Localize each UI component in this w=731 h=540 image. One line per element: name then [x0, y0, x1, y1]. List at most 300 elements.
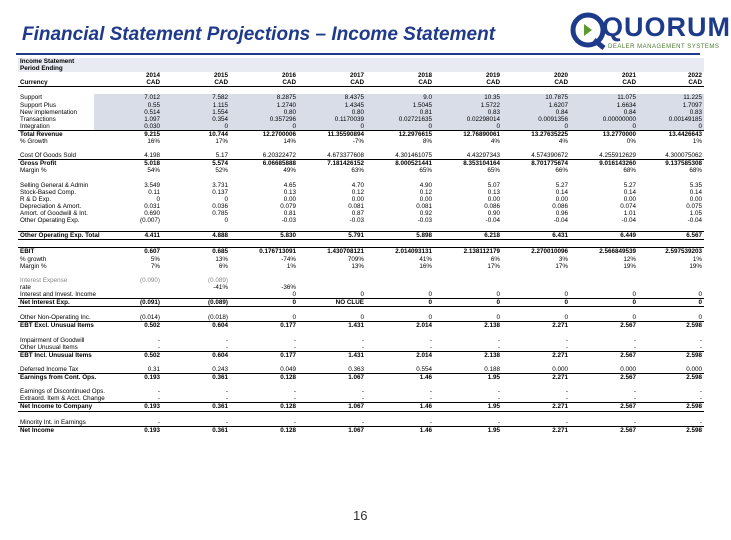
table-cell — [434, 58, 502, 65]
table-cell: 0 — [230, 123, 298, 131]
table-cell: -0.03 — [349, 217, 364, 225]
table-cell: 0.00 — [555, 195, 568, 203]
table-cell: 0.84 — [502, 109, 570, 116]
table-row — [18, 307, 704, 315]
table-cell: - — [497, 418, 500, 426]
table-cell — [298, 175, 366, 182]
table-cell: (0.089) — [162, 299, 230, 307]
table-cell: 0.354 — [162, 116, 230, 123]
row-label: Cost Of Goods Sold — [20, 152, 76, 160]
table-cell: 2.014093131 — [366, 248, 434, 256]
table-cell: 0.361 — [162, 426, 230, 434]
table-cell: - — [429, 388, 432, 396]
table-cell: 1.95 — [434, 374, 502, 382]
table-cell: 2014 — [145, 72, 160, 80]
table-cell: 1.95 — [434, 426, 502, 434]
table-cell — [230, 65, 298, 72]
table-cell: 5.27 — [623, 181, 636, 189]
table-cell: 12.2976615 — [366, 130, 434, 138]
table-cell: 5.898 — [366, 232, 434, 240]
row-label — [18, 307, 94, 315]
row-label: Selling General & Admin — [20, 181, 89, 189]
table-cell: 0.785 — [212, 209, 228, 217]
table-cell: 17% — [555, 262, 568, 270]
table-cell: 0.086 — [484, 202, 500, 210]
table-cell: 0.96 — [555, 209, 568, 217]
table-cell — [366, 307, 434, 315]
table-cell: 0 — [366, 299, 434, 307]
table-cell: 0 — [162, 123, 230, 131]
table-cell: 2.271 — [502, 322, 570, 330]
table-row — [18, 102, 704, 109]
table-cell: 6.431 — [502, 232, 570, 240]
row-label: rate — [20, 283, 31, 291]
table-cell — [298, 284, 366, 291]
table-row — [18, 210, 704, 217]
table-cell — [502, 145, 570, 152]
table-cell: 9.016143260 — [570, 160, 638, 168]
table-cell — [638, 224, 704, 232]
table-cell: 10.7875 — [502, 94, 570, 101]
table-cell: 7.012 — [94, 94, 162, 101]
table-cell: 13.4426643 — [638, 130, 704, 138]
quorum-logo — [568, 10, 731, 54]
table-cell: 0 — [428, 314, 432, 322]
row-label: Integration — [20, 122, 50, 130]
table-cell — [298, 270, 366, 277]
table-cell — [366, 58, 434, 65]
table-cell — [638, 284, 704, 291]
row-label: Margin % — [20, 262, 47, 270]
table-cell: 2018 — [417, 72, 432, 80]
table-cell: 0.14 — [689, 188, 702, 196]
table-cell: - — [633, 343, 636, 351]
table-cell: 0.514 — [94, 109, 162, 116]
table-cell: CAD — [366, 79, 434, 87]
row-label: Net Interest Exp. — [18, 299, 94, 307]
table-cell: 0.188 — [484, 365, 500, 373]
table-cell: 41% — [419, 255, 432, 263]
table-cell — [570, 175, 638, 182]
table-cell: CAD — [570, 79, 638, 87]
table-cell: -41% — [213, 283, 228, 291]
table-cell: 1.05 — [689, 209, 702, 217]
table-cell: 3.549 — [144, 181, 160, 189]
table-cell: 7.181426152 — [298, 160, 366, 168]
table-cell: 17% — [215, 138, 228, 146]
table-cell — [570, 411, 638, 419]
row-label: New implementation — [20, 108, 78, 116]
table-cell — [638, 65, 704, 72]
table-cell: 8.701775674 — [502, 160, 570, 168]
row-label: Stock-Based Comp. — [20, 188, 76, 196]
table-cell: 1.431 — [298, 322, 366, 330]
table-cell — [638, 277, 704, 284]
table-cell: 1.6634 — [570, 102, 638, 109]
table-cell — [434, 411, 502, 419]
table-cell: 0.14 — [555, 188, 568, 196]
table-cell — [502, 307, 570, 315]
table-cell: 0.554 — [416, 365, 432, 373]
row-label: Other Operating Exp. — [20, 217, 80, 225]
table-cell: CAD — [230, 79, 298, 87]
table-cell — [230, 359, 298, 366]
table-cell: 0 — [502, 123, 570, 131]
row-label: Support — [20, 94, 43, 102]
table-cell: 52% — [215, 167, 228, 175]
table-cell — [162, 145, 230, 152]
table-cell — [502, 359, 570, 366]
table-cell: 5.35 — [689, 181, 702, 189]
table-cell: 63% — [351, 167, 364, 175]
table-row — [18, 94, 704, 101]
table-cell — [434, 359, 502, 366]
table-cell: 2.138112179 — [434, 248, 502, 256]
table-cell: - — [157, 343, 160, 351]
table-cell — [94, 291, 162, 299]
row-label — [18, 411, 94, 419]
table-cell: 2.014 — [366, 351, 434, 359]
table-cell: 0.00 — [283, 195, 296, 203]
table-row — [18, 314, 704, 322]
table-cell: 0.079 — [280, 202, 296, 210]
table-cell: 17% — [487, 262, 500, 270]
table-cell: 2.014 — [366, 322, 434, 330]
table-cell — [434, 270, 502, 277]
table-cell: 0.128 — [230, 426, 298, 434]
table-cell — [162, 240, 230, 248]
table-cell — [230, 240, 298, 248]
table-cell: 4.411 — [94, 232, 162, 240]
table-cell: 0.502 — [94, 351, 162, 359]
table-row — [18, 116, 704, 123]
table-cell — [298, 307, 366, 315]
table-cell: 1.554 — [162, 109, 230, 116]
table-cell: 11.075 — [570, 94, 638, 101]
table-cell: -0.03 — [417, 217, 432, 225]
table-row — [18, 130, 704, 138]
table-row — [18, 299, 704, 307]
row-label: Interest Expense — [20, 276, 68, 284]
table-cell: 4.70 — [351, 181, 364, 189]
table-cell: (0.090) — [140, 276, 160, 284]
row-label: Net Income to Company — [20, 403, 93, 411]
table-cell: 4.888 — [162, 232, 230, 240]
table-row — [18, 196, 704, 203]
table-cell: 0.92 — [419, 209, 432, 217]
table-cell: 0.00 — [689, 195, 702, 203]
table-cell: 0 — [564, 314, 568, 322]
table-cell: 0.14 — [623, 188, 636, 196]
row-label: % Growth — [20, 138, 48, 146]
table-cell — [502, 65, 570, 72]
table-cell: - — [699, 343, 702, 351]
table-cell: 0 — [698, 291, 702, 298]
table-cell: - — [497, 343, 500, 351]
table-cell: 6.20322472 — [262, 152, 296, 160]
table-cell: 2.567 — [570, 351, 638, 359]
table-row — [18, 426, 704, 434]
table-row — [18, 322, 704, 330]
table-cell: 0.128 — [230, 403, 298, 411]
table-row — [18, 270, 704, 277]
table-cell: 0.000 — [552, 365, 568, 373]
table-cell: 65% — [487, 167, 500, 175]
table-cell: 0.690 — [144, 209, 160, 217]
table-cell: - — [565, 395, 568, 403]
table-cell: 1.4345 — [298, 102, 366, 109]
table-cell — [570, 240, 638, 248]
table-row — [18, 224, 704, 232]
table-cell: 65% — [419, 167, 432, 175]
table-cell — [434, 175, 502, 182]
table-cell — [162, 307, 230, 315]
table-row — [18, 395, 704, 403]
table-cell: 5.830 — [230, 232, 298, 240]
table-row — [18, 240, 704, 248]
table-cell: 2015 — [213, 72, 228, 80]
table-cell — [570, 359, 638, 366]
table-cell: 0.081 — [348, 202, 364, 210]
table-cell — [298, 58, 366, 65]
table-cell: 68% — [689, 167, 702, 175]
table-row — [18, 152, 704, 160]
table-row — [18, 403, 704, 411]
table-cell: 0.193 — [94, 374, 162, 382]
table-cell: 2.271 — [502, 374, 570, 382]
table-cell: -36% — [281, 283, 296, 291]
table-cell — [162, 175, 230, 182]
table-cell: 1% — [692, 138, 702, 146]
table-cell: - — [361, 418, 364, 426]
table-cell — [162, 381, 230, 388]
table-cell: 3.731 — [212, 181, 228, 189]
table-cell: 0.13 — [487, 188, 500, 196]
row-label — [18, 381, 94, 388]
table-cell: 16% — [147, 138, 160, 146]
table-cell: 4.673377608 — [327, 152, 364, 160]
table-row — [18, 65, 704, 72]
table-row — [18, 160, 704, 168]
table-cell: - — [361, 343, 364, 351]
table-cell — [502, 411, 570, 419]
table-cell — [434, 145, 502, 152]
table-cell: 2.567 — [570, 322, 638, 330]
table-cell: 0.00 — [351, 195, 364, 203]
table-row — [18, 419, 704, 427]
table-cell: 2019 — [485, 72, 500, 80]
table-cell: 68% — [623, 167, 636, 175]
table-cell: - — [699, 336, 702, 344]
table-cell: 1.01 — [623, 209, 636, 217]
table-cell: 1.2740 — [230, 102, 298, 109]
table-cell — [298, 87, 366, 95]
row-label: Extraord. Item & Acct. Change — [20, 395, 105, 403]
table-cell: 0 — [434, 123, 502, 131]
table-cell: 0.90 — [487, 209, 500, 217]
table-cell: 0.87 — [351, 209, 364, 217]
table-row — [18, 167, 704, 174]
row-label: Margin % — [20, 167, 47, 175]
table-cell: 9.137585308 — [638, 160, 704, 168]
table-row — [18, 87, 704, 95]
table-cell: 0.049 — [280, 365, 296, 373]
table-cell: - — [429, 343, 432, 351]
table-cell: 0.00 — [623, 195, 636, 203]
table-cell — [94, 307, 162, 315]
table-row — [18, 329, 704, 336]
table-cell: 0 — [564, 291, 568, 298]
table-cell — [502, 329, 570, 336]
table-cell: -74% — [281, 255, 296, 263]
table-cell: 1.7097 — [638, 102, 704, 109]
row-label: Income Statement — [18, 58, 94, 65]
table-cell: (0.014) — [140, 314, 160, 322]
table-cell: 6.218 — [434, 232, 502, 240]
table-cell: - — [225, 343, 228, 351]
table-cell — [570, 307, 638, 315]
table-cell: - — [361, 336, 364, 344]
table-cell: 0.361 — [162, 403, 230, 411]
row-label: Interest and Invest. Income — [20, 291, 96, 298]
table-cell: 5.018 — [94, 160, 162, 168]
table-cell: 0 — [698, 314, 702, 322]
table-cell: 1.430708121 — [298, 248, 366, 256]
table-cell: 8.2875 — [230, 94, 298, 101]
row-label — [18, 87, 94, 95]
table-cell — [570, 284, 638, 291]
table-cell — [94, 359, 162, 366]
table-cell: 6% — [218, 262, 228, 270]
table-cell: -0.04 — [621, 217, 636, 225]
table-cell — [366, 65, 434, 72]
table-cell: 0 — [632, 291, 636, 298]
table-cell: 2.598 — [638, 374, 704, 382]
table-cell — [94, 175, 162, 182]
table-row — [18, 337, 704, 344]
table-cell: - — [157, 418, 160, 426]
table-row — [18, 411, 704, 419]
table-cell: 5.791 — [298, 232, 366, 240]
row-label: EBT Excl. Unusual Items — [20, 322, 94, 330]
table-cell — [366, 224, 434, 232]
table-cell: 1.95 — [434, 403, 502, 411]
logo-subtitle: DEALER MANAGEMENT SYSTEMS — [608, 44, 720, 50]
row-label: Earnings from Cont. Ops. — [20, 374, 97, 382]
table-row — [18, 189, 704, 196]
row-label: EBIT — [18, 248, 94, 256]
table-cell: 0.036 — [212, 202, 228, 210]
table-cell: - — [699, 418, 702, 426]
table-cell — [230, 87, 298, 95]
table-cell: 0.243 — [212, 365, 228, 373]
table-cell: 0 — [292, 291, 296, 298]
table-cell: CAD — [298, 79, 366, 87]
table-cell: 0.604 — [162, 322, 230, 330]
table-cell: 2022 — [687, 72, 702, 80]
row-label: EBT Incl. Unusual Items — [18, 351, 94, 359]
table-cell — [366, 240, 434, 248]
table-cell — [298, 411, 366, 419]
table-cell: 6.567 — [638, 232, 704, 240]
table-cell: 0.357296 — [230, 116, 298, 123]
table-cell — [162, 291, 230, 299]
table-cell: 4.90 — [419, 181, 432, 189]
table-cell: 0.00149185 — [638, 116, 704, 123]
income-statement-sheet — [18, 58, 704, 530]
logo-wordmark: QUORUM — [602, 12, 731, 42]
table-cell: 0 — [224, 217, 228, 225]
table-row — [18, 138, 704, 145]
table-cell — [502, 277, 570, 284]
table-row — [18, 381, 704, 388]
table-cell — [570, 145, 638, 152]
row-label: Other Operating Exp. Total — [20, 232, 100, 240]
table-cell — [502, 87, 570, 95]
table-cell: 0 — [570, 123, 638, 131]
table-cell — [366, 359, 434, 366]
table-cell: 49% — [283, 167, 296, 175]
table-cell — [570, 277, 638, 284]
table-cell: 0 — [570, 299, 638, 307]
table-cell: 4% — [558, 138, 568, 146]
row-label — [18, 240, 94, 248]
table-cell: CAD — [638, 79, 704, 87]
table-cell: 0.31 — [147, 365, 160, 373]
row-label — [18, 72, 94, 79]
table-cell: (0.018) — [208, 314, 228, 322]
table-cell — [638, 87, 704, 95]
table-cell: 1.067 — [298, 403, 366, 411]
table-cell — [570, 381, 638, 388]
table-cell: 2021 — [621, 72, 636, 80]
table-row — [18, 263, 704, 270]
table-cell: 2020 — [553, 72, 568, 80]
table-cell: -7% — [352, 138, 364, 146]
table-cell: 0.00 — [419, 195, 432, 203]
table-cell: - — [429, 395, 432, 403]
table-row — [18, 58, 704, 65]
table-cell — [502, 240, 570, 248]
table-cell: - — [497, 388, 500, 396]
table-cell — [94, 329, 162, 336]
table-cell — [570, 329, 638, 336]
table-cell: 0 — [360, 291, 364, 298]
table-cell — [94, 240, 162, 248]
table-cell: - — [565, 336, 568, 344]
table-cell: 1.431 — [298, 351, 366, 359]
table-cell: 11.225 — [638, 94, 704, 101]
table-row — [18, 248, 704, 256]
table-cell: - — [225, 336, 228, 344]
table-cell — [434, 65, 502, 72]
table-cell: CAD — [94, 79, 162, 87]
table-cell: 12% — [623, 255, 636, 263]
table-cell: 4.255912629 — [599, 152, 636, 160]
table-cell — [434, 329, 502, 336]
table-cell: - — [361, 395, 364, 403]
table-cell: - — [225, 418, 228, 426]
table-cell: 0.81 — [366, 109, 434, 116]
table-cell — [638, 307, 704, 315]
table-cell: 0.604 — [162, 351, 230, 359]
table-cell: 0 — [638, 123, 704, 131]
table-cell: 1% — [286, 262, 296, 270]
table-cell — [638, 240, 704, 248]
table-cell: 0.12 — [351, 188, 364, 196]
table-cell — [94, 65, 162, 72]
table-cell: 0.176713091 — [230, 248, 298, 256]
